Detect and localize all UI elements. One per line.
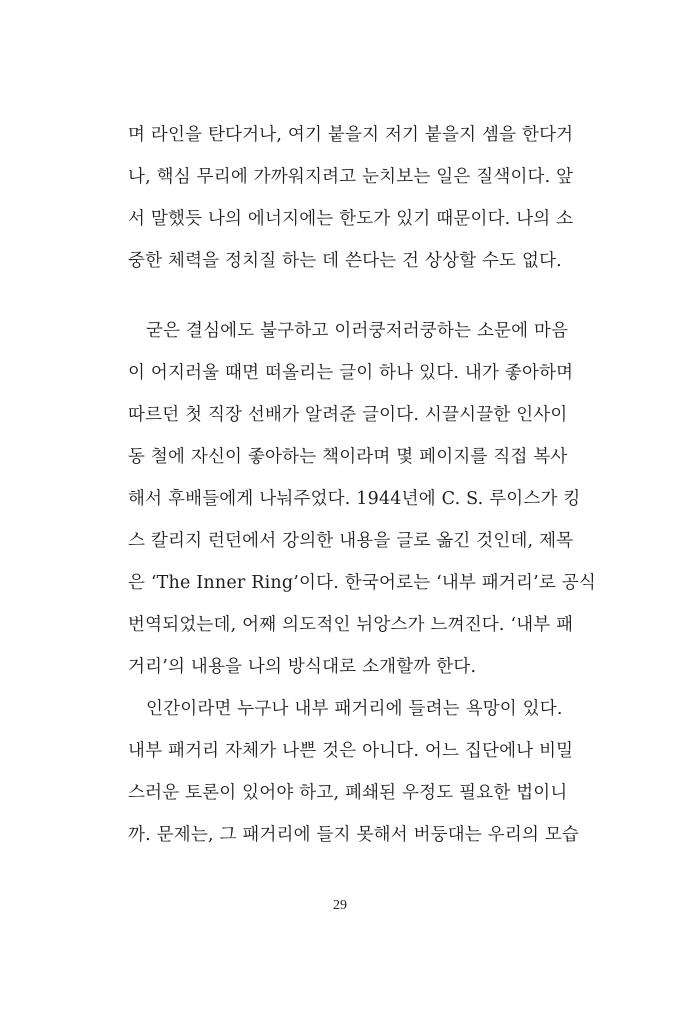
text-line: 까. 문제는, 그 패거리에 들지 못해서 버둥대는 우리의 모습 xyxy=(128,825,580,845)
text-line: 해서 후배들에게 나눠주었다. 1944년에 C. S. 루이스가 킹 xyxy=(128,489,581,509)
text-line: 은 ‘The Inner Ring’이다. 한국어로는 ‘내부 패거리’로 공식 xyxy=(128,573,596,593)
text-line: 며 라인을 탄다거나, 여기 붙을지 저기 붙을지 셈을 한다거 xyxy=(128,125,574,145)
text-line: 따르던 첫 직장 선배가 알려준 글이다. 시끌시끌한 인사이 xyxy=(128,405,568,425)
text-line: 중한 체력을 정치질 하는 데 쓴다는 건 상상할 수도 없다. xyxy=(128,251,562,271)
text-line: 번역되었는데, 어째 의도적인 뉘앙스가 느껴진다. ‘내부 패 xyxy=(128,615,574,635)
text-line: 거리’의 내용을 나의 방식대로 소개할까 한다. xyxy=(128,657,477,677)
text-line: 이 어지러울 때면 떠올리는 글이 하나 있다. 내가 좋아하며 xyxy=(128,363,574,383)
text-line: 굳은 결심에도 불구하고 이러쿵저러쿵하는 소문에 마음 xyxy=(146,321,569,341)
text-line: 서 말했듯 나의 에너지에는 한도가 있기 때문이다. 나의 소 xyxy=(128,209,574,229)
text-line: 동 철에 자신이 좋아하는 책이라며 몇 페이지를 직접 복사 xyxy=(128,447,568,467)
page-number: 29 xyxy=(333,898,347,913)
text-line: 내부 패거리 자체가 나쁜 것은 아니다. 어느 집단에나 비밀 xyxy=(128,741,574,761)
text-line: 인간이라면 누구나 내부 패거리에 들려는 욕망이 있다. xyxy=(146,699,563,719)
text-line: 스 칼리지 런던에서 강의한 내용을 글로 옮긴 것인데, 제목 xyxy=(128,531,574,551)
text-line: 스러운 토론이 있어야 하고, 폐쇄된 우정도 필요한 법이니 xyxy=(128,783,568,803)
text-line: 나, 핵심 무리에 가까워지려고 눈치보는 일은 질색이다. 앞 xyxy=(128,167,574,187)
